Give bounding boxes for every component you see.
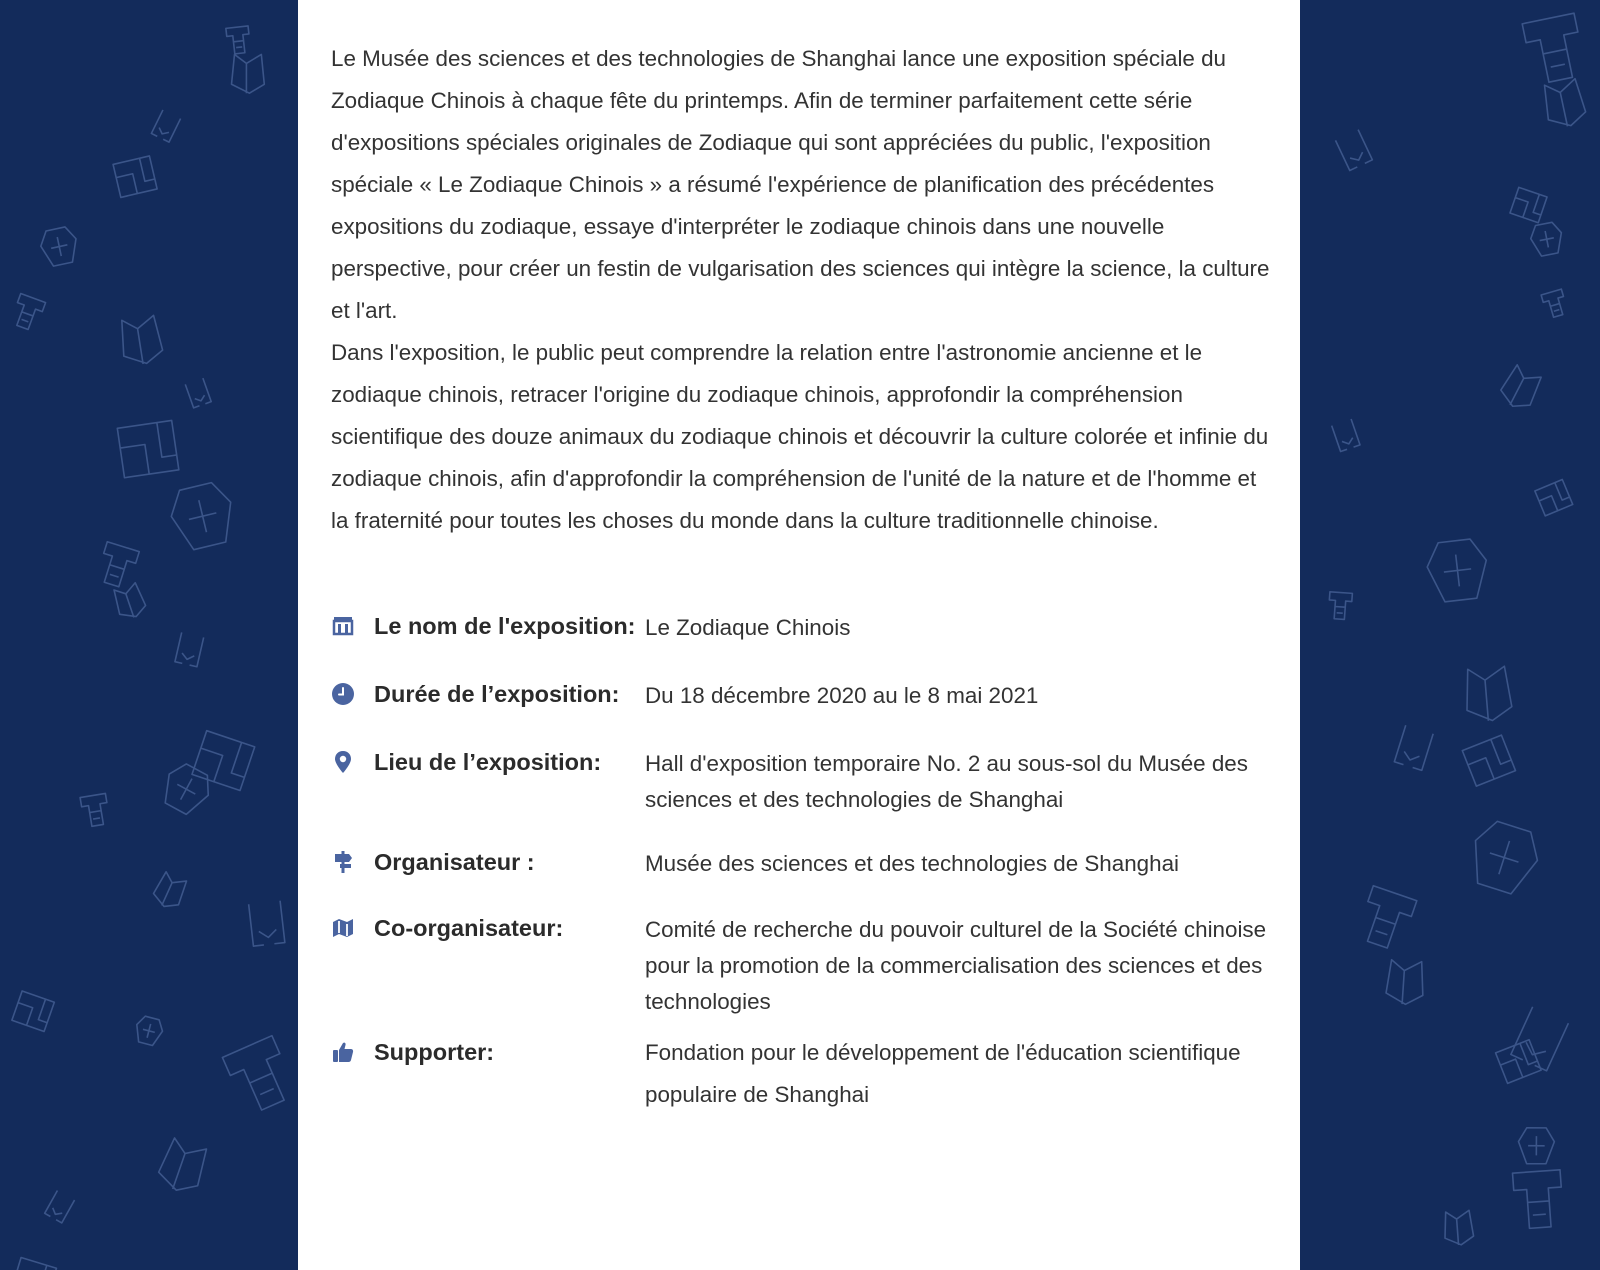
background-pattern-right xyxy=(1302,0,1600,1270)
detail-value: Comité de recherche du pouvoir culturel de la Société chinoise pour la promotion de la commercialisation des sciences et des technologies xyxy=(645,917,1267,1014)
clock-icon xyxy=(331,682,355,706)
detail-row-supporter xyxy=(331,1036,1271,1116)
detail-label: Lieu de l’exposition: xyxy=(374,749,602,775)
detail-label: Le nom de l'exposition: xyxy=(374,613,636,639)
detail-value: Musée des sciences et des technologies de Shanghai xyxy=(645,851,1179,876)
detail-label: Organisateur : xyxy=(374,849,535,875)
detail-row-duration xyxy=(331,678,1271,714)
detail-row-name xyxy=(331,610,1271,646)
detail-label: Durée de l’exposition: xyxy=(374,681,620,707)
intro-paragraph-1: Le Musée des sciences et des technologies de Shanghai lance une exposition spéciale du Zodiaque Chinois à chaque fête du printemps. Afin de terminer parfaitement cette série d'expositions spéciales originales de Zodiaque qui sont appréciées du public, l'exposition spéciale « Le Zodiaque Chinois » a résumé l'expérience de planification des précédentes expositions du zodiaque, essaye d'interpréter le zodiaque chinois dans une nouvelle perspective, pour créer un festin de vulgarisation des sciences qui intègre la science, la culture et l'art. xyxy=(331,46,1270,323)
thumbs-up-icon xyxy=(331,1040,355,1064)
location-pin-icon xyxy=(331,750,355,774)
content-panel xyxy=(298,0,1300,1270)
detail-label: Co-organisateur: xyxy=(374,915,564,941)
signpost-icon xyxy=(331,850,355,874)
detail-row-organizer xyxy=(331,846,1271,882)
museum-icon xyxy=(331,614,355,638)
map-icon xyxy=(331,916,355,940)
detail-label: Supporter: xyxy=(374,1039,495,1065)
detail-value: Du 18 décembre 2020 au le 8 mai 2021 xyxy=(645,683,1039,708)
detail-value: Le Zodiaque Chinois xyxy=(645,615,851,640)
detail-row-co-organizer xyxy=(331,912,1271,1020)
intro-paragraph-2: Dans l'exposition, le public peut comprendre la relation entre l'astronomie ancienne et le zodiaque chinois, retracer l'origine du zodiaque chinois, approfondir la compréhension scientifique des douze animaux du zodiaque chinois et découvrir la culture colorée et infinie du zodiaque chinois, afin d'approfondir la compréhension de l'unité de la nature et de l'homme et la fraternité pour toutes les choses du monde dans la culture traditionnelle chinoise. xyxy=(331,340,1269,533)
detail-value: Fondation pour le développement de l'éducation scientifique populaire de Shanghai xyxy=(645,1040,1241,1107)
detail-row-location xyxy=(331,746,1271,818)
background-pattern-left xyxy=(0,0,298,1270)
detail-value: Hall d'exposition temporaire No. 2 au sous-sol du Musée des sciences et des technologies de Shanghai xyxy=(645,751,1248,812)
